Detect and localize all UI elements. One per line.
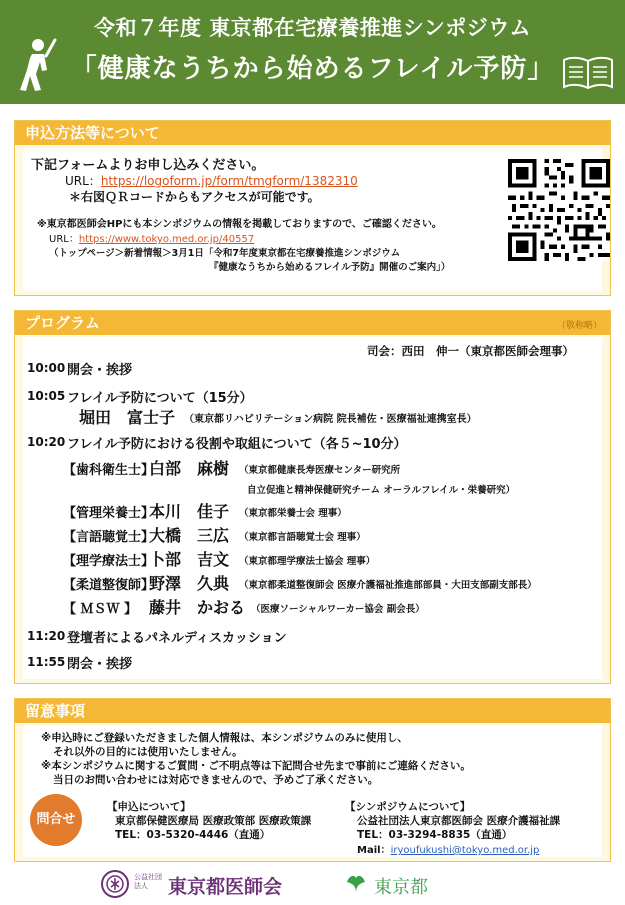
program-item-time: 10:00 — [27, 361, 66, 375]
program-item-label: 閉会・挨拶 — [67, 657, 133, 672]
notes-line: ※本シンポジウムに関するご質問・ご不明点等は下記問合せ先まで事前にご連絡ください。 — [41, 760, 471, 772]
notes-section-title: 留意事項 — [15, 699, 610, 723]
panelist-role: 【 ＭＳＷ 】 — [63, 602, 138, 617]
contact-symposium-mail-row — [357, 841, 539, 856]
tokyo-ginkgo-icon — [344, 872, 368, 896]
apply-note-3: 『健康なうちから始めるフレイル予防』開催のご案内」） — [209, 262, 451, 273]
contact-apply-tel: TEL：03-5320-4446（直通） — [115, 829, 271, 841]
panelist-affiliation: （東京都柔道整復師会 医療介護福祉推進部部員・大田支部副支部長） — [239, 580, 537, 591]
program-item-time: 11:55 — [27, 655, 66, 669]
program-item-label: フレイル予防について（15分） — [67, 391, 253, 406]
panelist-name: 本川 佳子 — [149, 502, 230, 521]
program-item-time: 11:20 — [27, 629, 66, 643]
program-item-label: 開会・挨拶 — [67, 363, 133, 378]
header-banner — [0, 0, 625, 104]
apply-section-title: 申込方法等について — [15, 121, 610, 145]
notes-section — [14, 698, 611, 862]
tma-prefix: 公益社団法人 — [134, 873, 162, 890]
apply-qr-note: ＊右図ＱＲコードからもアクセスが可能です。 — [69, 190, 320, 204]
program-section — [14, 310, 611, 684]
panelist-name: 卜部 吉文 — [149, 550, 230, 569]
contact-symposium-tel: TEL：03-3294-8835（直通） — [357, 829, 513, 841]
panelist-affiliation: （東京都言語聴覚士会 理事） — [239, 532, 366, 543]
program-item-time: 10:20 — [27, 435, 66, 449]
keynote-speaker-name: 堀田 富士子 — [79, 408, 176, 427]
tokyo-med-link[interactable]: https://www.tokyo.med.or.jp/40557 — [78, 234, 255, 245]
contact-symposium-org: 公益社団法人東京都医師会 医療介護福祉課 — [357, 815, 561, 827]
contact-mail-label: Mail： — [357, 845, 391, 856]
apply-form-link[interactable]: https://logoform.jp/form/tmgform/1382310 — [100, 174, 358, 188]
keynote-speaker-affiliation: （東京都リハビリテーション病院 院長補佐・医療福祉連携室長） — [184, 414, 477, 425]
contact-mail-link[interactable]: iryoufukushi@tokyo.med.or.jp — [390, 845, 540, 856]
apply-lead: 下記フォームよりお申し込みください。 — [31, 158, 265, 173]
apply-url2-label: URL： — [49, 234, 79, 245]
apply-url2-row — [49, 230, 254, 245]
program-section-title: プログラム — [15, 311, 610, 335]
header-title-line1: 令和７年度 東京都在宅療養推進シンポジウム — [93, 16, 532, 40]
program-item-time: 10:05 — [27, 389, 66, 403]
panelist-role: 【歯科衛生士】 — [63, 463, 155, 478]
contact-badge: 問合せ — [30, 794, 82, 846]
notes-line: 当日のお問い合わせには対応できませんので、予めご了承ください。 — [53, 774, 379, 786]
panelist-role: 【柔道整復師】 — [63, 578, 155, 593]
tokyo-medical-association-logo — [100, 868, 290, 900]
program-item-label: 登壇者によるパネルディスカッション — [67, 631, 287, 646]
apply-section — [14, 120, 611, 296]
apply-url-label: URL： — [65, 174, 101, 188]
notes-content — [23, 725, 602, 857]
tma-name: 東京都医師会 — [168, 876, 283, 898]
panelist-name: 大橋 三広 — [149, 526, 230, 545]
panelist-affiliation: （東京都理学療法士協会 理事） — [239, 556, 376, 567]
tokyo-metropolitan-logo — [344, 870, 444, 900]
contact-symposium-title: 【シンポジウムについて】 — [345, 801, 471, 813]
program-content — [23, 337, 602, 679]
notes-line: ※申込時にご登録いただきました個人情報は、本シンポジウムのみに使用し、 — [41, 732, 408, 744]
tma-emblem-icon — [100, 869, 130, 899]
panelist-affiliation: （医療ソーシャルワーカー協会 副会長） — [251, 604, 425, 615]
notes-line: それ以外の目的には使用いたしません。 — [53, 746, 243, 758]
panelist-role: 【理学療法士】 — [63, 554, 155, 569]
tokyo-name: 東京都 — [374, 877, 428, 898]
panelist-name: 藤井 かおる — [149, 598, 246, 617]
panelist-name: 白部 麻樹 — [149, 459, 230, 478]
apply-note-1: ※東京都医師会HPにも本シンポジウムの情報を掲載しておりますので、ご確認ください。 — [37, 219, 442, 230]
header-title-line2: 「健康なうちから始めるフレイル予防」 — [70, 54, 555, 84]
apply-content — [23, 149, 602, 291]
qr-code[interactable] — [507, 159, 611, 261]
contact-apply-org: 東京都保健医療局 医療政策部 医療政策課 — [115, 815, 312, 827]
panelist-name: 野澤 久典 — [149, 574, 230, 593]
panelist-role: 【管理栄養士】 — [63, 506, 155, 521]
program-mc: 司会：西田 伸一（東京都医師会理事） — [367, 344, 574, 358]
panelist-affiliation-2: 自立促進と精神保健研究チーム オーラルフレイル・栄養研究） — [247, 485, 516, 496]
panelist-affiliation: （東京都健康長寿医療センター研究所 — [239, 465, 401, 476]
apply-note-2: （トップページ＞新着情報＞3月1日「令和7年度東京都在宅療養推進シンポジウム — [49, 248, 401, 259]
open-book-icon — [562, 55, 614, 91]
apply-url-row — [65, 172, 358, 189]
program-item-label: フレイル予防における役割や取組について（各５~10分） — [67, 437, 407, 452]
panelist-affiliation: （東京都栄養士会 理事） — [239, 508, 347, 519]
honorific-note: （敬称略） — [556, 321, 602, 331]
contact-apply-title: 【申込について】 — [107, 801, 191, 813]
panelist-role: 【言語聴覚士】 — [63, 530, 155, 545]
